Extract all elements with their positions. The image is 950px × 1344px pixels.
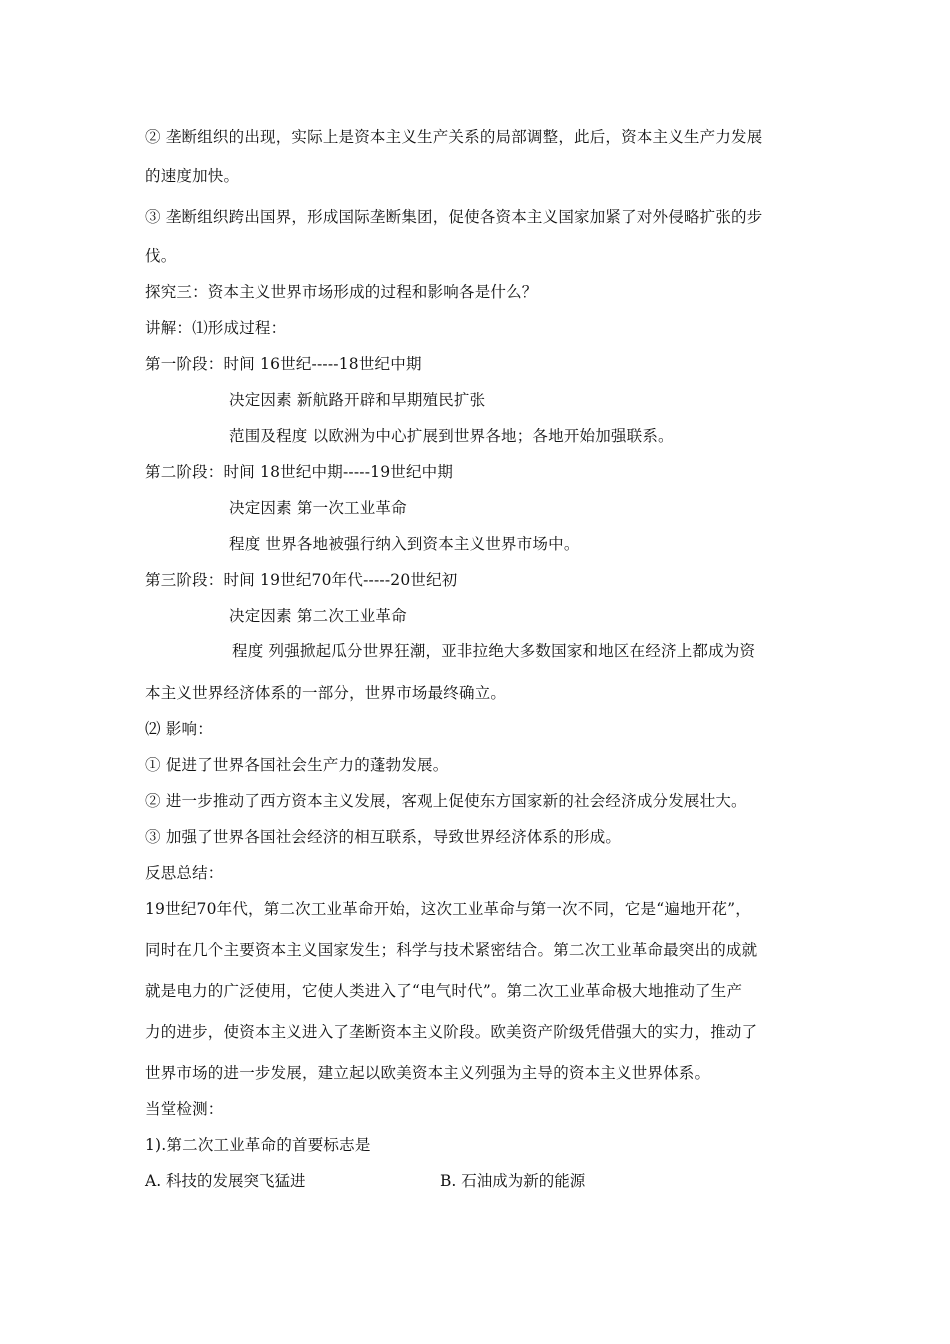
text-line: 伐。 — [145, 247, 177, 265]
text-line: ⑵ 影响： — [145, 720, 213, 738]
text-line: ② 垄断组织的出现，实际上是资本主义生产关系的局部调整，此后，资本主义生产力发展 — [145, 128, 763, 146]
paragraph-line: 同时在几个主要资本主义国家发生；科学与技术紧密结合。第二次工业革命最突出的成就 — [145, 941, 758, 959]
stage-line: 第二阶段：时间 18世纪中期-----19世纪中期 — [145, 463, 454, 481]
paragraph-line: 就是电力的广泛使用，它使人类进入了“电气时代”。第二次工业革命极大地推动了生产 — [145, 982, 743, 1000]
stage-detail: 决定因素 第二次工业革命 — [229, 607, 407, 625]
stage-line: 第一阶段：时间 16世纪-----18世纪中期 — [145, 355, 422, 373]
section-heading: 当堂检测： — [145, 1100, 224, 1118]
option-a: A. 科技的发展突飞猛进 — [145, 1172, 306, 1190]
list-item: ② 进一步推动了西方资本主义发展，客观上促使东方国家新的社会经济成分发展壮大。 — [145, 792, 747, 810]
stage-line: 第三阶段：时间 19世纪70年代-----20世纪初 — [145, 571, 458, 589]
list-item: ③ 加强了世界各国社会经济的相互联系，导致世界经济体系的形成。 — [145, 828, 622, 846]
stage-detail: 程度 世界各地被强行纳入到资本主义世界市场中。 — [229, 535, 580, 553]
text-line: 的速度加快。 — [145, 167, 240, 185]
text-line: 讲解：⑴形成过程： — [145, 319, 287, 337]
text-line: ③ 垄断组织跨出国界，形成国际垄断集团，促使各资本主义国家加紧了对外侵略扩张的步 — [145, 208, 763, 226]
text-line: 本主义世界经济体系的一部分，世界市场最终确立。 — [145, 684, 507, 702]
stage-detail: 程度 列强掀起瓜分世界狂潮，亚非拉绝大多数国家和地区在经济上都成为资 — [232, 642, 756, 660]
paragraph-line: 力的进步，使资本主义进入了垄断资本主义阶段。欧美资产阶级凭借强大的实力，推动了 — [145, 1023, 758, 1041]
stage-detail: 决定因素 新航路开辟和早期殖民扩张 — [229, 391, 486, 409]
question-stem: 1).第二次工业革命的首要标志是 — [145, 1136, 371, 1154]
section-heading: 反思总结： — [145, 864, 224, 882]
paragraph-line: 世界市场的进一步发展，建立起以欧美资本主义列强为主导的资本主义世界体系。 — [145, 1064, 711, 1082]
stage-detail: 决定因素 第一次工业革命 — [229, 499, 407, 517]
option-b: B. 石油成为新的能源 — [440, 1172, 586, 1190]
stage-detail: 范围及程度 以欧洲为中心扩展到世界各地；各地开始加强联系。 — [229, 427, 674, 445]
paragraph-line: 19世纪70年代，第二次工业革命开始，这次工业革命与第一次不同，它是“遍地开花”， — [145, 900, 751, 918]
list-item: ① 促进了世界各国社会生产力的蓬勃发展。 — [145, 756, 449, 774]
section-heading: 探究三：资本主义世界市场形成的过程和影响各是什么？ — [145, 283, 538, 301]
